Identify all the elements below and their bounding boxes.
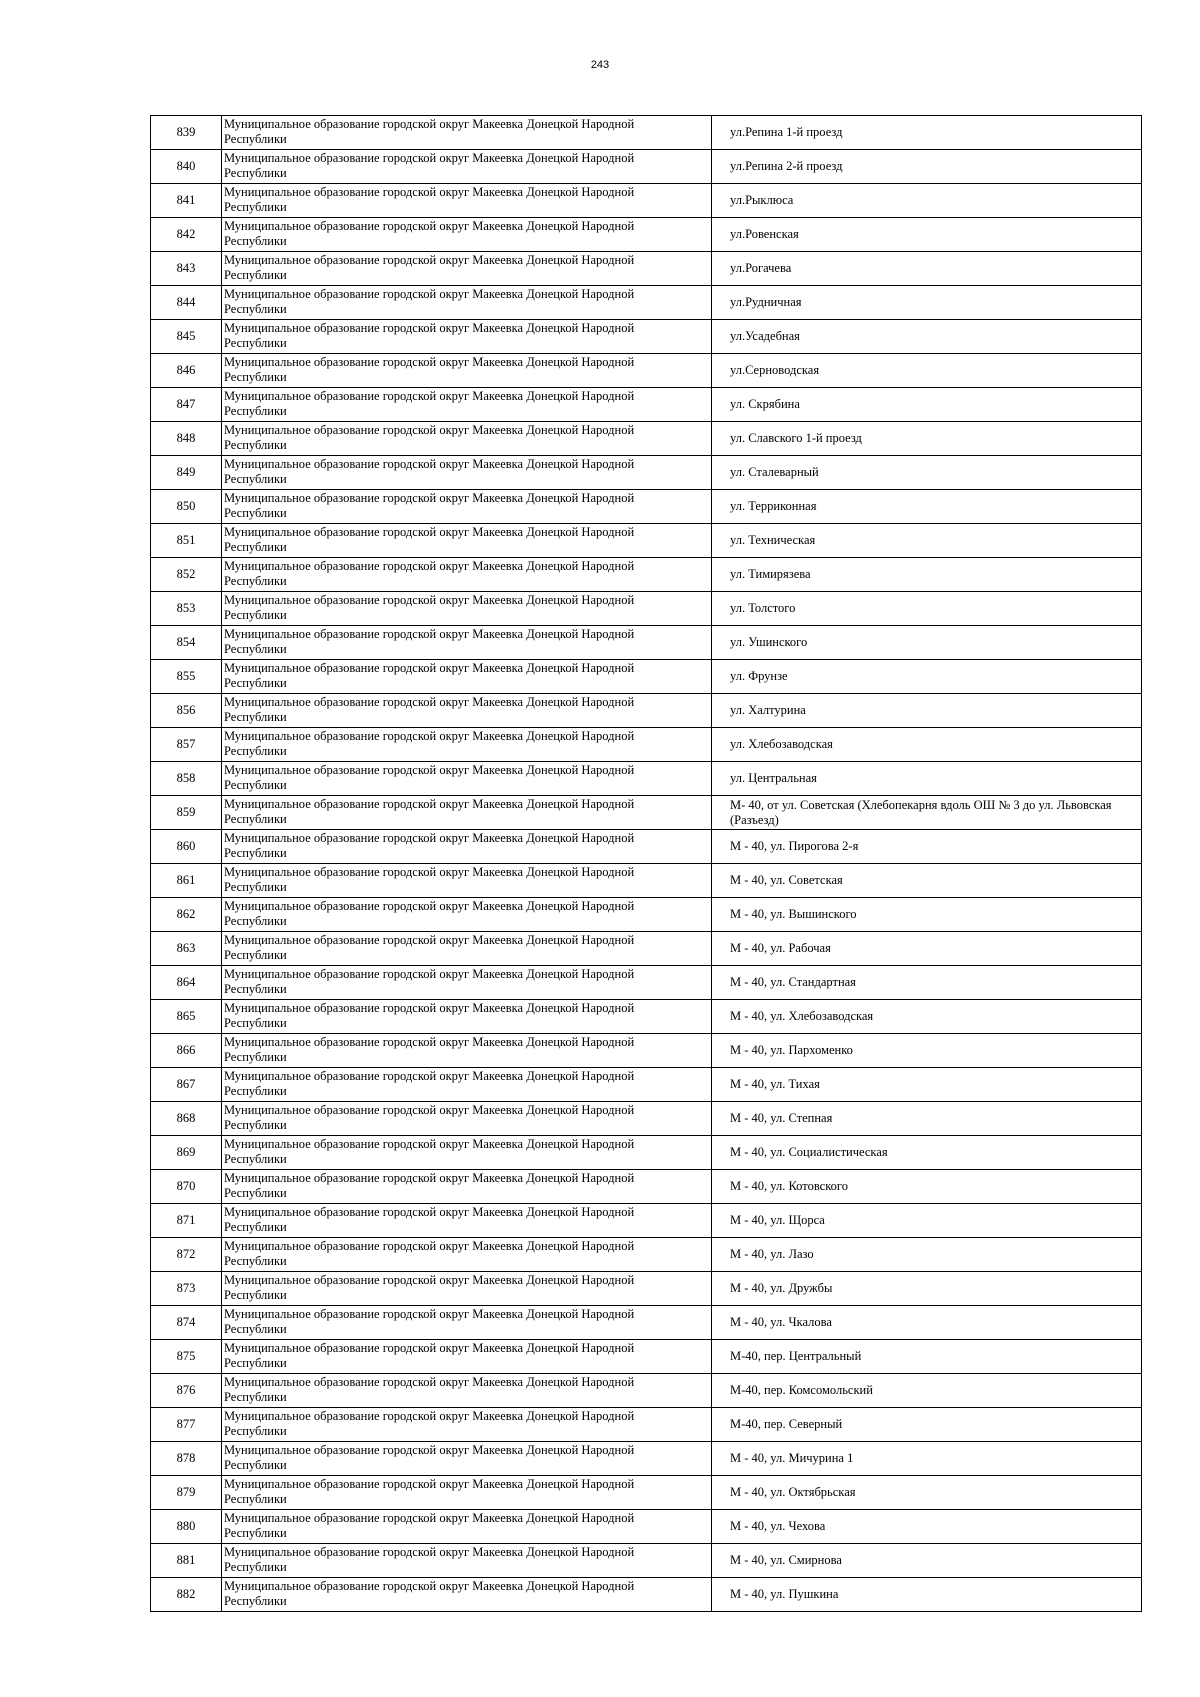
table-row	[151, 1136, 1142, 1170]
street-name: ул.Рогачева	[712, 252, 1142, 286]
row-number: 857	[151, 728, 222, 762]
street-name: ул. Терриконная	[712, 490, 1142, 524]
municipality-name: Муниципальное образование городской округ Макеевка Донецкой Народной Республики	[222, 1306, 712, 1340]
table-row	[151, 796, 1142, 830]
row-number: 845	[151, 320, 222, 354]
row-number: 846	[151, 354, 222, 388]
street-name: М-40, пер. Комсомольский	[712, 1374, 1142, 1408]
table-row	[151, 762, 1142, 796]
municipality-name: Муниципальное образование городской округ Макеевка Донецкой Народной Республики	[222, 830, 712, 864]
street-name: М - 40, ул. Смирнова	[712, 1544, 1142, 1578]
municipality-name: Муниципальное образование городской округ Макеевка Донецкой Народной Республики	[222, 1272, 712, 1306]
table-row	[151, 932, 1142, 966]
municipality-name: Муниципальное образование городской округ Макеевка Донецкой Народной Республики	[222, 320, 712, 354]
municipality-name: Муниципальное образование городской округ Макеевка Донецкой Народной Республики	[222, 898, 712, 932]
table-row	[151, 694, 1142, 728]
row-number: 852	[151, 558, 222, 592]
row-number: 875	[151, 1340, 222, 1374]
row-number: 853	[151, 592, 222, 626]
row-number: 851	[151, 524, 222, 558]
row-number: 844	[151, 286, 222, 320]
row-number: 877	[151, 1408, 222, 1442]
table-row	[151, 456, 1142, 490]
table-row	[151, 252, 1142, 286]
street-name: М - 40, ул. Октябрьская	[712, 1476, 1142, 1510]
street-name: М - 40, ул. Чкалова	[712, 1306, 1142, 1340]
municipality-name: Муниципальное образование городской округ Макеевка Донецкой Народной Республики	[222, 728, 712, 762]
row-number: 871	[151, 1204, 222, 1238]
table-row	[151, 1034, 1142, 1068]
table-row	[151, 1374, 1142, 1408]
table-row	[151, 1102, 1142, 1136]
row-number: 867	[151, 1068, 222, 1102]
row-number: 868	[151, 1102, 222, 1136]
street-name: ул. Центральная	[712, 762, 1142, 796]
table-row	[151, 150, 1142, 184]
street-name: М - 40, ул. Вышинского	[712, 898, 1142, 932]
table-row	[151, 898, 1142, 932]
street-name: М - 40, ул. Советская	[712, 864, 1142, 898]
street-name: ул.Ровенская	[712, 218, 1142, 252]
row-number: 861	[151, 864, 222, 898]
row-number: 876	[151, 1374, 222, 1408]
table-row	[151, 1272, 1142, 1306]
street-name: М-40, пер. Центральный	[712, 1340, 1142, 1374]
row-number: 842	[151, 218, 222, 252]
street-name: М- 40, от ул. Советская (Хлебопекарня вдоль ОШ № 3 до ул. Львовская (Разъезд)	[712, 796, 1142, 830]
row-number: 880	[151, 1510, 222, 1544]
row-number: 882	[151, 1578, 222, 1612]
street-name: ул.Усадебная	[712, 320, 1142, 354]
street-name: М - 40, ул. Пархоменко	[712, 1034, 1142, 1068]
row-number: 855	[151, 660, 222, 694]
street-name: М - 40, ул. Тихая	[712, 1068, 1142, 1102]
row-number: 854	[151, 626, 222, 660]
municipality-name: Муниципальное образование городской округ Макеевка Донецкой Народной Республики	[222, 592, 712, 626]
table-row	[151, 864, 1142, 898]
municipality-name: Муниципальное образование городской округ Макеевка Донецкой Народной Республики	[222, 116, 712, 150]
row-number: 872	[151, 1238, 222, 1272]
municipality-name: Муниципальное образование городской округ Макеевка Донецкой Народной Республики	[222, 1476, 712, 1510]
row-number: 843	[151, 252, 222, 286]
municipality-name: Муниципальное образование городской округ Макеевка Донецкой Народной Республики	[222, 218, 712, 252]
street-name: ул. Скрябина	[712, 388, 1142, 422]
row-number: 856	[151, 694, 222, 728]
row-number: 866	[151, 1034, 222, 1068]
row-number: 860	[151, 830, 222, 864]
street-name: ул.Репина 2-й проезд	[712, 150, 1142, 184]
street-name: ул. Сталеварный	[712, 456, 1142, 490]
street-name: М - 40, ул. Стандартная	[712, 966, 1142, 1000]
municipality-name: Муниципальное образование городской округ Макеевка Донецкой Народной Республики	[222, 1374, 712, 1408]
municipality-name: Муниципальное образование городской округ Макеевка Донецкой Народной Республики	[222, 932, 712, 966]
row-number: 840	[151, 150, 222, 184]
table-row	[151, 1578, 1142, 1612]
street-name: М - 40, ул. Пушкина	[712, 1578, 1142, 1612]
municipality-name: Муниципальное образование городской округ Макеевка Донецкой Народной Республики	[222, 1544, 712, 1578]
municipality-name: Муниципальное образование городской округ Макеевка Донецкой Народной Республики	[222, 966, 712, 1000]
street-name: М - 40, ул. Чехова	[712, 1510, 1142, 1544]
table-row	[151, 830, 1142, 864]
row-number: 859	[151, 796, 222, 830]
municipality-name: Муниципальное образование городской округ Макеевка Донецкой Народной Республики	[222, 864, 712, 898]
table-row	[151, 1340, 1142, 1374]
table-row	[151, 1442, 1142, 1476]
municipality-name: Муниципальное образование городской округ Макеевка Донецкой Народной Республики	[222, 796, 712, 830]
municipality-name: Муниципальное образование городской округ Макеевка Донецкой Народной Республики	[222, 184, 712, 218]
registry-table-body	[151, 116, 1142, 1612]
row-number: 865	[151, 1000, 222, 1034]
municipality-name: Муниципальное образование городской округ Макеевка Донецкой Народной Республики	[222, 1510, 712, 1544]
municipality-name: Муниципальное образование городской округ Макеевка Донецкой Народной Республики	[222, 1204, 712, 1238]
municipality-name: Муниципальное образование городской округ Макеевка Донецкой Народной Республики	[222, 286, 712, 320]
row-number: 850	[151, 490, 222, 524]
page-number: 243	[590, 59, 610, 71]
street-name: ул. Хлебозаводская	[712, 728, 1142, 762]
municipality-name: Муниципальное образование городской округ Макеевка Донецкой Народной Республики	[222, 1136, 712, 1170]
table-row	[151, 116, 1142, 150]
registry-table	[150, 115, 1142, 1612]
street-name: М - 40, ул. Котовского	[712, 1170, 1142, 1204]
table-row	[151, 626, 1142, 660]
table-row	[151, 660, 1142, 694]
street-name: ул. Тимирязева	[712, 558, 1142, 592]
street-name: ул.Репина 1-й проезд	[712, 116, 1142, 150]
table-row	[151, 490, 1142, 524]
street-name: М - 40, ул. Степная	[712, 1102, 1142, 1136]
row-number: 847	[151, 388, 222, 422]
municipality-name: Муниципальное образование городской округ Макеевка Донецкой Народной Республики	[222, 252, 712, 286]
street-name: ул.Серноводская	[712, 354, 1142, 388]
street-name: М - 40, ул. Рабочая	[712, 932, 1142, 966]
row-number: 878	[151, 1442, 222, 1476]
row-number: 873	[151, 1272, 222, 1306]
row-number: 841	[151, 184, 222, 218]
row-number: 869	[151, 1136, 222, 1170]
municipality-name: Муниципальное образование городской округ Макеевка Донецкой Народной Республики	[222, 660, 712, 694]
street-name: М - 40, ул. Хлебозаводская	[712, 1000, 1142, 1034]
row-number: 862	[151, 898, 222, 932]
row-number: 881	[151, 1544, 222, 1578]
street-name: ул. Халтурина	[712, 694, 1142, 728]
street-name: М - 40, ул. Пирогова 2-я	[712, 830, 1142, 864]
table-row	[151, 592, 1142, 626]
table-row	[151, 1544, 1142, 1578]
municipality-name: Муниципальное образование городской округ Макеевка Донецкой Народной Республики	[222, 490, 712, 524]
municipality-name: Муниципальное образование городской округ Макеевка Донецкой Народной Республики	[222, 354, 712, 388]
street-name: М-40, пер. Северный	[712, 1408, 1142, 1442]
municipality-name: Муниципальное образование городской округ Макеевка Донецкой Народной Республики	[222, 422, 712, 456]
row-number: 864	[151, 966, 222, 1000]
table-row	[151, 218, 1142, 252]
street-name: М - 40, ул. Дружбы	[712, 1272, 1142, 1306]
row-number: 858	[151, 762, 222, 796]
street-name: М - 40, ул. Социалистическая	[712, 1136, 1142, 1170]
table-row	[151, 1238, 1142, 1272]
municipality-name: Муниципальное образование городской округ Макеевка Донецкой Народной Республики	[222, 558, 712, 592]
street-name: М - 40, ул. Мичурина 1	[712, 1442, 1142, 1476]
row-number: 863	[151, 932, 222, 966]
table-row	[151, 1510, 1142, 1544]
municipality-name: Муниципальное образование городской округ Макеевка Донецкой Народной Республики	[222, 388, 712, 422]
table-row	[151, 354, 1142, 388]
street-name: ул.Рудничная	[712, 286, 1142, 320]
table-row	[151, 1000, 1142, 1034]
municipality-name: Муниципальное образование городской округ Макеевка Донецкой Народной Республики	[222, 1000, 712, 1034]
municipality-name: Муниципальное образование городской округ Макеевка Донецкой Народной Республики	[222, 150, 712, 184]
table-row	[151, 1068, 1142, 1102]
table-row	[151, 558, 1142, 592]
table-row	[151, 388, 1142, 422]
municipality-name: Муниципальное образование городской округ Макеевка Донецкой Народной Республики	[222, 1340, 712, 1374]
table-row	[151, 422, 1142, 456]
street-name: ул. Толстого	[712, 592, 1142, 626]
table-row	[151, 524, 1142, 558]
municipality-name: Муниципальное образование городской округ Макеевка Донецкой Народной Республики	[222, 1034, 712, 1068]
street-name: М - 40, ул. Лазо	[712, 1238, 1142, 1272]
table-row	[151, 1170, 1142, 1204]
table-row	[151, 1306, 1142, 1340]
street-name: ул. Славского 1-й проезд	[712, 422, 1142, 456]
municipality-name: Муниципальное образование городской округ Макеевка Донецкой Народной Республики	[222, 694, 712, 728]
municipality-name: Муниципальное образование городской округ Макеевка Донецкой Народной Республики	[222, 1578, 712, 1612]
street-name: ул. Ушинского	[712, 626, 1142, 660]
table-row	[151, 320, 1142, 354]
table-row	[151, 184, 1142, 218]
table-row	[151, 286, 1142, 320]
municipality-name: Муниципальное образование городской округ Макеевка Донецкой Народной Республики	[222, 1102, 712, 1136]
row-number: 848	[151, 422, 222, 456]
table-row	[151, 1408, 1142, 1442]
table-row	[151, 1476, 1142, 1510]
table-row	[151, 966, 1142, 1000]
street-name: ул. Техническая	[712, 524, 1142, 558]
street-name: ул.Рыклюса	[712, 184, 1142, 218]
row-number: 870	[151, 1170, 222, 1204]
table-row	[151, 1204, 1142, 1238]
municipality-name: Муниципальное образование городской округ Макеевка Донецкой Народной Республики	[222, 456, 712, 490]
municipality-name: Муниципальное образование городской округ Макеевка Донецкой Народной Республики	[222, 762, 712, 796]
municipality-name: Муниципальное образование городской округ Макеевка Донецкой Народной Республики	[222, 524, 712, 558]
municipality-name: Муниципальное образование городской округ Макеевка Донецкой Народной Республики	[222, 1238, 712, 1272]
municipality-name: Муниципальное образование городской округ Макеевка Донецкой Народной Республики	[222, 626, 712, 660]
municipality-name: Муниципальное образование городской округ Макеевка Донецкой Народной Республики	[222, 1408, 712, 1442]
row-number: 874	[151, 1306, 222, 1340]
municipality-name: Муниципальное образование городской округ Макеевка Донецкой Народной Республики	[222, 1170, 712, 1204]
street-name: М - 40, ул. Щорса	[712, 1204, 1142, 1238]
row-number: 849	[151, 456, 222, 490]
municipality-name: Муниципальное образование городской округ Макеевка Донецкой Народной Республики	[222, 1442, 712, 1476]
row-number: 879	[151, 1476, 222, 1510]
municipality-name: Муниципальное образование городской округ Макеевка Донецкой Народной Республики	[222, 1068, 712, 1102]
row-number: 839	[151, 116, 222, 150]
street-name: ул. Фрунзе	[712, 660, 1142, 694]
table-row	[151, 728, 1142, 762]
